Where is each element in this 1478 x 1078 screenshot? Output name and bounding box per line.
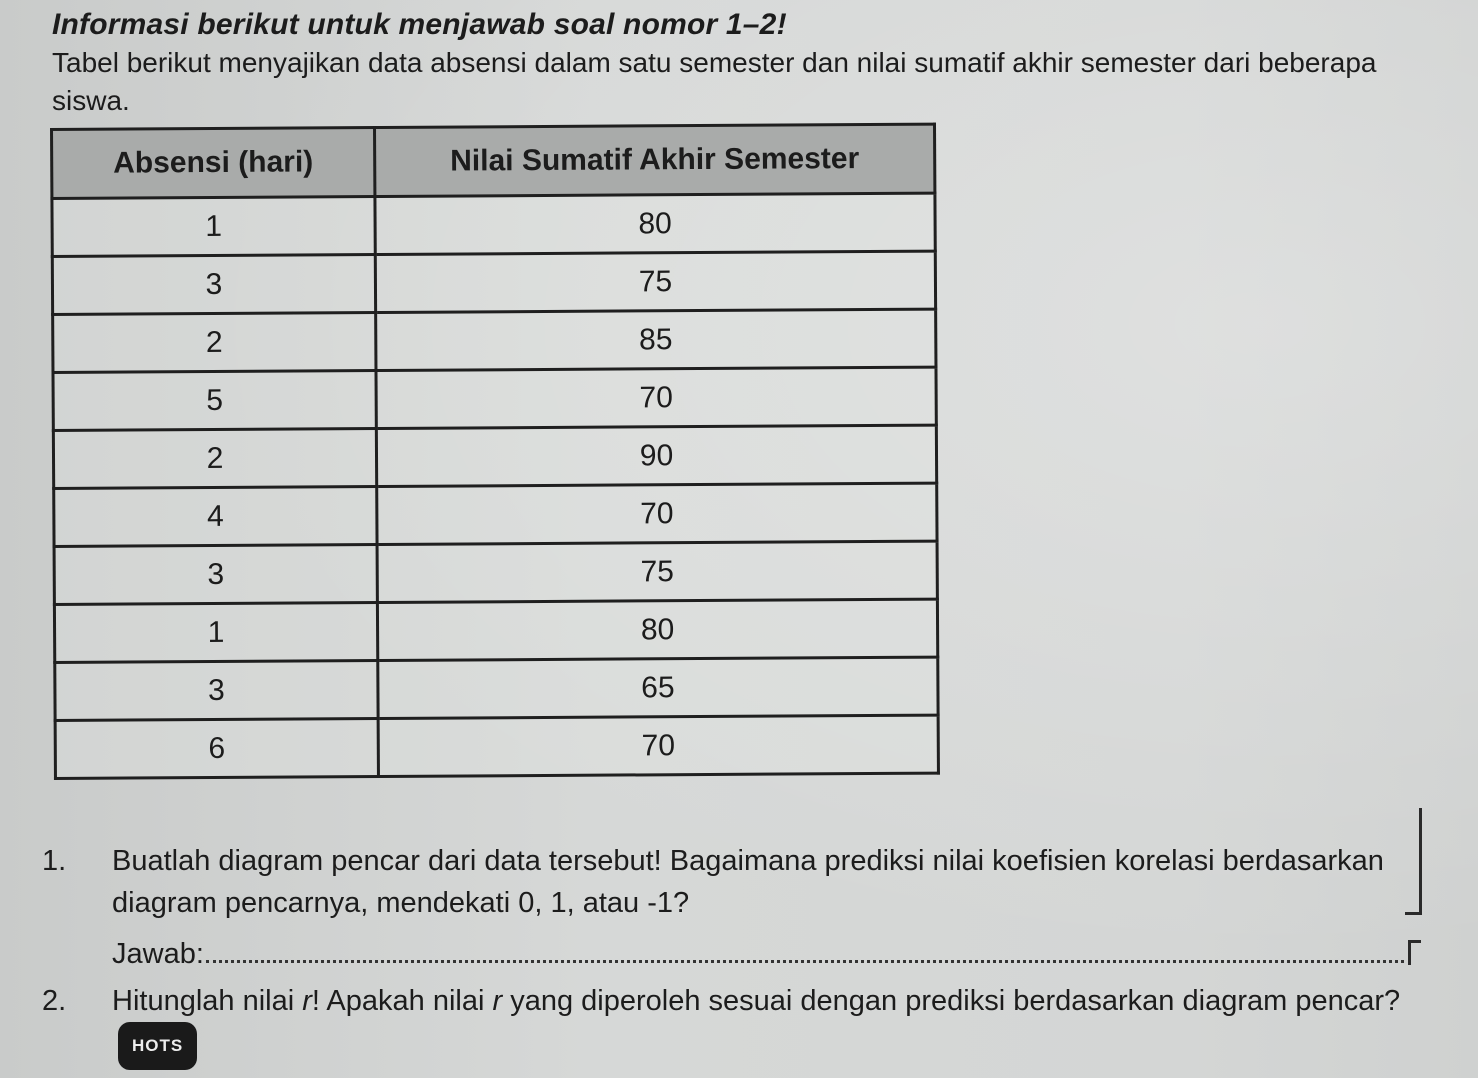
- attendance-score-table: [50, 123, 940, 780]
- table-row: [54, 483, 937, 546]
- nilai-cell: 70: [378, 715, 938, 776]
- table-row: [54, 541, 937, 604]
- answer-line[interactable]: [112, 934, 1411, 974]
- intro-title: Informasi berikut untuk menjawab soal nomor 1–2!: [52, 8, 787, 41]
- nilai-cell: 90: [376, 425, 936, 486]
- absensi-cell: 1: [54, 603, 377, 663]
- variable-r: r: [492, 985, 503, 1017]
- table-row: [53, 309, 936, 372]
- header-nilai: Nilai Sumatif Akhir Semester: [375, 124, 935, 196]
- absensi-cell: 3: [54, 545, 377, 605]
- table-row: [55, 657, 938, 720]
- absensi-cell: 6: [55, 719, 378, 779]
- answer-dotted-line[interactable]: [206, 934, 1411, 963]
- hots-badge: HOTS: [118, 1022, 197, 1070]
- table-row: [52, 193, 935, 256]
- absensi-cell: 5: [53, 371, 376, 431]
- table-row: [55, 715, 938, 778]
- question-2-number: 2.: [42, 985, 67, 1017]
- absensi-cell: 3: [52, 255, 375, 315]
- nilai-cell: 70: [377, 483, 937, 544]
- answer-label: Jawab:: [112, 938, 204, 970]
- nilai-cell: 85: [376, 309, 936, 370]
- table-row: [52, 251, 935, 314]
- variable-r: r: [302, 985, 312, 1017]
- margin-pen-tick: [1408, 940, 1421, 965]
- header-absensi: Absensi (hari): [52, 128, 375, 199]
- question-1-number: 1.: [42, 845, 67, 877]
- table-header-row: [52, 124, 935, 198]
- nilai-cell: 70: [376, 367, 936, 428]
- absensi-cell: 4: [54, 487, 377, 547]
- nilai-cell: 75: [375, 251, 935, 312]
- absensi-cell: 1: [52, 197, 375, 257]
- table-row: [53, 367, 936, 430]
- question-2-text: Hitunglah nilai r! Apakah nilai r yang diperoleh sesuai dengan prediksi berdasarkan diagram pencar?HOTS: [112, 980, 1442, 1070]
- nilai-cell: 80: [375, 193, 935, 254]
- nilai-cell: 65: [378, 657, 938, 718]
- absensi-cell: 2: [53, 313, 376, 373]
- question-1-text: Buatlah diagram pencar dari data tersebut! Bagaimana prediksi nilai koefisien korelasi berdasarkan diagram pencarnya, mendekati 0, 1, atau -1?: [112, 845, 1384, 919]
- absensi-cell: 2: [53, 429, 376, 489]
- margin-pen-mark: [1405, 808, 1422, 915]
- intro-text: Tabel berikut menyajikan data absensi dalam satu semester dan nilai sumatif akhir semester dari beberapa siswa.: [52, 47, 1377, 116]
- nilai-cell: 80: [377, 599, 937, 660]
- absensi-cell: 3: [55, 661, 378, 721]
- table-row: [53, 425, 936, 488]
- nilai-cell: 75: [377, 541, 937, 602]
- table-row: [54, 599, 937, 662]
